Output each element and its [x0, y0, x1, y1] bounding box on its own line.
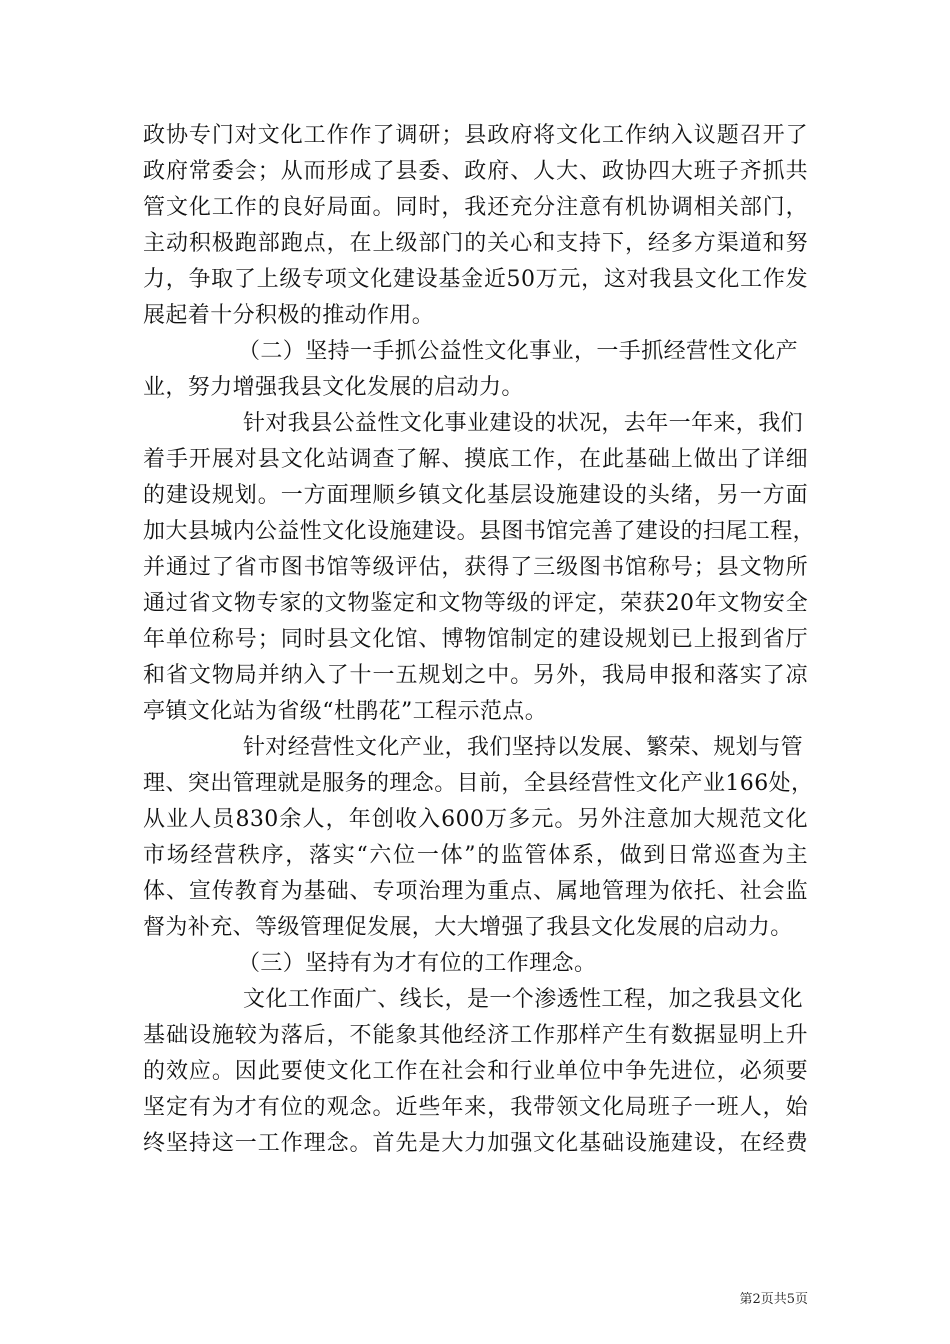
- paragraph-start: 文化工作面广、线长，是一个渗透性工程，加之我县文化: [243, 987, 804, 1012]
- text-line: 力，争取了上级专项文化建设基金近50万元，这对我县文化工作发: [143, 267, 808, 292]
- section-heading: （二）坚持一手抓公益性文化事业，一手抓经营性文化产: [238, 339, 799, 364]
- section-heading: （三）坚持有为才有位的工作理念。: [238, 951, 597, 976]
- text-line: 体、宣传教育为基础、专项治理为重点、属地管理为依托、社会监: [143, 879, 808, 904]
- text-line: 管文化工作的良好局面。同时，我还充分注意有机协调相关部门，: [143, 195, 808, 220]
- text-line: 终坚持这一工作理念。首先是大力加强文化基础设施建设，在经费: [143, 1131, 808, 1156]
- text-line: 市场经营秩序，落实“六位一体”的监管体系，做到日常巡查为主: [143, 843, 808, 868]
- text-line: 主动积极跑部跑点，在上级部门的关心和支持下，经多方渠道和努: [143, 231, 808, 256]
- text-line: 和省文物局并纳入了十一五规划之中。另外，我局申报和落实了凉: [143, 663, 808, 688]
- section-heading-continued: 业，努力增强我县文化发展的启动力。: [143, 375, 524, 400]
- text-line: 的建设规划。一方面理顺乡镇文化基层设施建设的头绪，另一方面: [143, 483, 808, 508]
- text-line: 年单位称号；同时县文化馆、博物馆制定的建设规划已上报到省厅: [143, 627, 808, 652]
- text-line: 从业人员830余人，年创收入600万多元。另外注意加大规范文化: [143, 807, 808, 832]
- text-line: 政府常委会；从而形成了县委、政府、人大、政协四大班子齐抓共: [143, 159, 808, 184]
- paragraph-start: 针对我县公益性文化事业建设的状况，去年一年来，我们: [243, 411, 804, 436]
- text-line: 并通过了省市图书馆等级评估，获得了三级图书馆称号；县文物所: [143, 555, 808, 580]
- page-number-footer: 第2页共5页: [739, 1292, 808, 1307]
- text-line: 理、突出管理就是服务的理念。目前，全县经营性文化产业166处，: [143, 771, 814, 796]
- text-line: 基础设施较为落后，不能象其他经济工作那样产生有数据显明上升: [143, 1023, 808, 1048]
- text-line: 坚定有为才有位的观念。近些年来，我带领文化局班子一班人，始: [143, 1095, 808, 1120]
- text-line: 亭镇文化站为省级“杜鹃花”工程示范点。: [143, 699, 548, 724]
- text-line: 着手开展对县文化站调查了解、摸底工作，在此基础上做出了详细: [143, 447, 808, 472]
- paragraph-start: 针对经营性文化产业，我们坚持以发展、繁荣、规划与管: [243, 735, 804, 760]
- body-text: [143, 118, 816, 1162]
- text-line: 的效应。因此要使文化工作在社会和行业单位中争先进位，必须要: [143, 1059, 808, 1084]
- text-line: 督为补充、等级管理促发展，大大增强了我县文化发展的启动力。: [143, 915, 793, 940]
- text-line: 展起着十分积极的推动作用。: [143, 303, 435, 328]
- text-line: 通过省文物专家的文物鉴定和文物等级的评定，荣获20年文物安全: [143, 591, 808, 616]
- text-line: 政协专门对文化工作作了调研；县政府将文化工作纳入议题召开了: [143, 123, 808, 148]
- text-line: 加大县城内公益性文化设施建设。县图书馆完善了建设的扫尾工程，: [143, 519, 816, 544]
